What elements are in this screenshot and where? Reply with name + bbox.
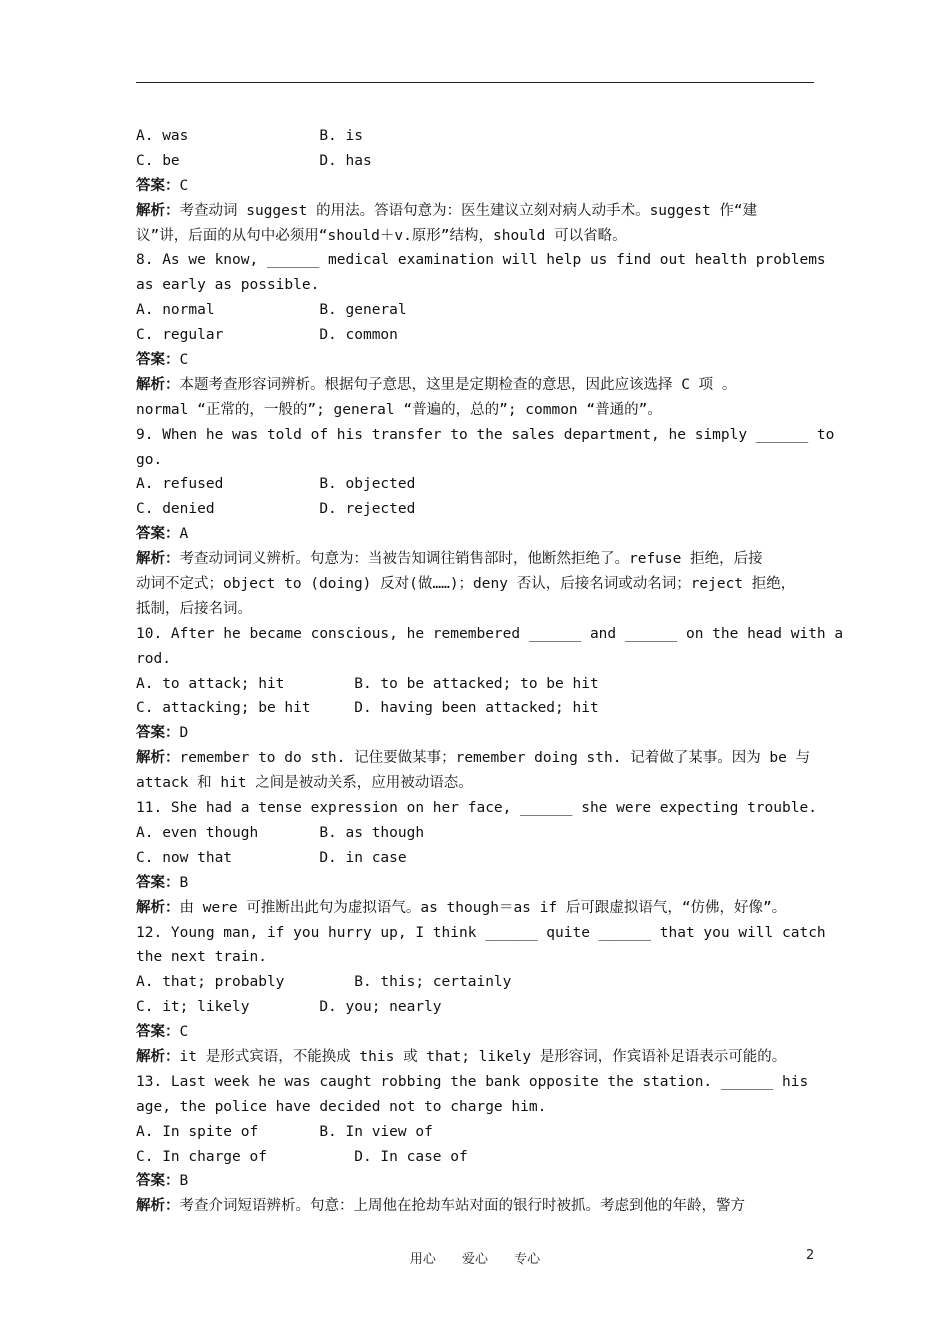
document-body	[136, 124, 844, 1219]
option-line: A. was B. is	[136, 128, 363, 144]
answer-label: 答案：	[136, 874, 180, 891]
option-line: A. to attack; hit B. to be attacked; to be hit	[136, 675, 599, 692]
text-line: the next train.	[136, 949, 267, 966]
question-line: 10. After he became conscious, he remembered ______ and ______ on the head with a	[136, 625, 844, 642]
answer-value: B	[179, 874, 189, 891]
answer-line	[136, 1169, 822, 1194]
answer-value: B	[179, 1173, 189, 1190]
text-line: go.	[136, 451, 163, 468]
answer-line	[136, 871, 822, 896]
analysis-line	[136, 1045, 822, 1070]
answer-value: D	[179, 725, 189, 742]
question-line: 11. She had a tense expression on her face, ______ she were expecting trouble.	[136, 800, 817, 817]
question-line: 12. Young man, if you hurry up, I think ______ quite ______ that you will catch	[136, 924, 826, 941]
analysis-line	[136, 547, 822, 572]
option-line: C. In charge of D. In case of	[136, 1148, 468, 1165]
answer-label: 答案：	[136, 725, 180, 742]
text-line: 动词不定式；object to (doing) 反对(做……)；deny 否认，后接名词或动名词；reject 拒绝，	[136, 576, 796, 593]
answer-label: 答案：	[136, 1024, 180, 1041]
analysis-label: 解析：	[136, 376, 180, 393]
analysis-label: 解析：	[136, 750, 180, 767]
text-line: 议”讲，后面的从句中必须用“should＋v.原形”结构，should 可以省略。	[136, 227, 627, 244]
analysis-label: 解析：	[136, 899, 180, 916]
analysis-text: 考查动词 suggest 的用法。答语句意为：医生建议立刻对病人动手术。suggest 作“建	[179, 202, 758, 219]
answer-value: C	[179, 352, 189, 369]
answer-line	[136, 522, 822, 547]
option-line: C. attacking; be hit D. having been attacked; hit	[136, 700, 599, 717]
analysis-label: 解析：	[136, 551, 180, 568]
option-line: A. normal B. general	[136, 302, 407, 319]
question-line: 13. Last week he was caught robbing the bank opposite the station. ______ his	[136, 1073, 809, 1090]
footer-slogan: 用心 爱心 专心	[409, 1252, 541, 1267]
answer-value: C	[179, 177, 189, 194]
analysis-text: 由 were 可推断出此句为虚拟语气。as though＝as if 后可跟虚拟语气，“仿佛，好像”。	[179, 899, 787, 916]
answer-line	[136, 1020, 822, 1045]
text-line: normal “正常的，一般的”; general “普遍的，总的”; common “普通的”。	[136, 401, 662, 418]
analysis-text: it 是形式宾语，不能换成 this 或 that; likely 是形容词，作宾语补足语表示可能的。	[179, 1048, 787, 1065]
analysis-line	[136, 1194, 822, 1219]
text-line: as early as possible.	[136, 277, 320, 294]
analysis-label: 解析：	[136, 1048, 180, 1065]
text-line: age, the police have decided not to charge him.	[136, 1098, 547, 1115]
option-line: C. it; likely D. you; nearly	[136, 999, 442, 1016]
answer-line	[136, 721, 822, 746]
analysis-text: 本题考查形容词辨析。根据句子意思，这里是定期检查的意思，因此应该选择 C 项 。	[179, 376, 737, 393]
page-number: 2	[806, 1248, 815, 1263]
option-line: C. now that D. in case	[136, 849, 407, 866]
analysis-line	[136, 373, 822, 398]
question-line: 9. When he was told of his transfer to the sales department, he simply ______ to	[136, 426, 835, 443]
answer-label: 答案：	[136, 1173, 180, 1190]
text-line: attack 和 hit 之间是被动关系，应用被动语态。	[136, 775, 473, 792]
question-line: 8. As we know, ______ medical examination will help us find out health problems	[136, 252, 826, 269]
option-line: A. that; probably B. this; certainly	[136, 974, 512, 991]
analysis-text: remember to do sth. 记住要做某事；remember doing sth. 记着做了某事。因为 be 与	[179, 750, 811, 767]
answer-label: 答案：	[136, 177, 180, 194]
analysis-text: 考查介词短语辨析。句意：上周他在抢劫车站对面的银行时被抓。考虑到他的年龄，警方	[179, 1198, 745, 1215]
answer-line	[136, 348, 822, 373]
option-line: C. be D. has	[136, 152, 372, 169]
text-line: 抵制，后接名词。	[136, 600, 252, 617]
option-line: A. refused B. objected	[136, 476, 416, 493]
analysis-line	[136, 199, 822, 224]
answer-line	[136, 174, 822, 199]
option-line: C. regular D. common	[136, 327, 398, 344]
header-rule	[136, 82, 814, 83]
answer-value: A	[179, 526, 189, 543]
analysis-line	[136, 896, 822, 921]
analysis-label: 解析：	[136, 1198, 180, 1215]
option-line: A. even though B. as though	[136, 824, 425, 841]
option-line: C. denied D. rejected	[136, 501, 416, 518]
analysis-text: 考查动词词义辨析。句意为：当被告知调往销售部时，他断然拒绝了。refuse 拒绝，后接	[179, 551, 763, 568]
answer-value: C	[179, 1024, 189, 1041]
answer-label: 答案：	[136, 526, 180, 543]
option-line: A. In spite of B. In view of	[136, 1123, 433, 1140]
analysis-line	[136, 746, 822, 771]
answer-label: 答案：	[136, 352, 180, 369]
page-footer	[0, 1248, 950, 1268]
text-line: rod.	[136, 650, 171, 667]
analysis-label: 解析：	[136, 202, 180, 219]
